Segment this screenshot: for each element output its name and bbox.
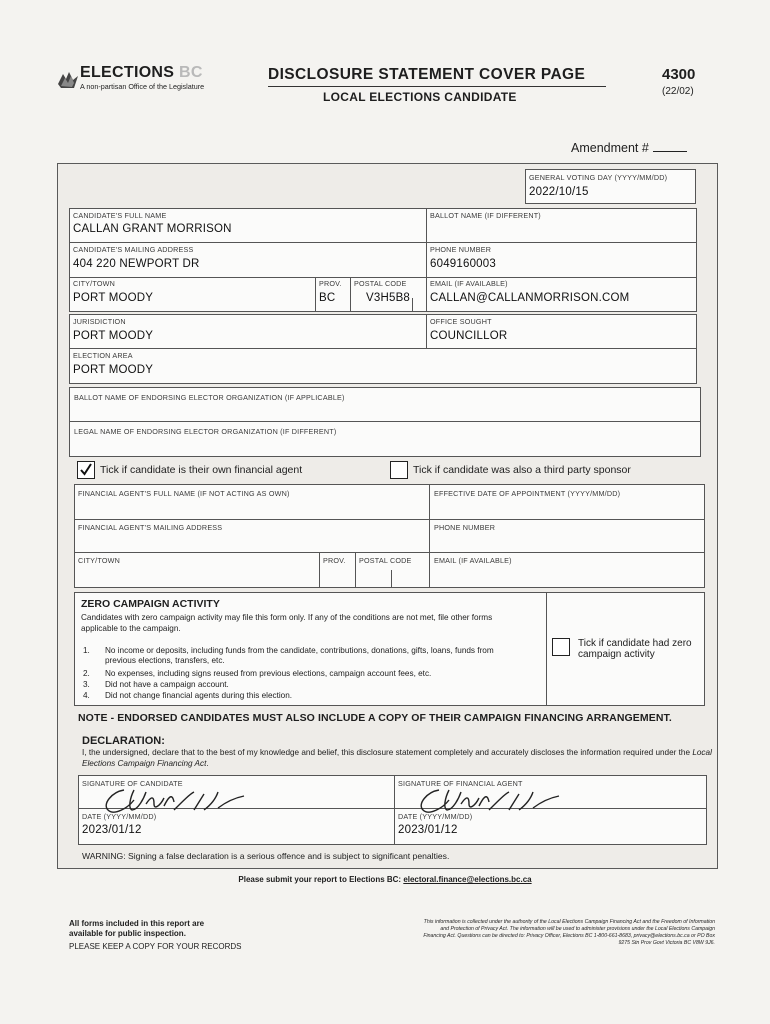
agent-phone-label: PHONE NUMBER (434, 523, 496, 532)
list-item: 3. Did not have a campaign account. (83, 680, 229, 689)
candidate-date-label: DATE (YYYY/MM/DD) (82, 812, 157, 821)
list-item: 2. No expenses, including signs reused from previous elections, campaign account fees, etc. (83, 669, 432, 678)
warning-text: WARNING: Signing a false declaration is a serious offence and is subject to significant penalties. (82, 851, 450, 861)
candidate-signature-label: SIGNATURE OF CANDIDATE (82, 779, 183, 788)
agent-date-label: DATE (YYYY/MM/DD) (398, 812, 473, 821)
footer-left: All forms included in this report are available for public inspection. PLEASE KEEP A COPY FOR YOUR RECORDS (69, 919, 242, 951)
candidate-address-value[interactable]: 404 220 NEWPORT DR (73, 258, 200, 270)
office-sought-label: OFFICE SOUGHT (430, 317, 492, 326)
candidate-email-value[interactable]: CALLAN@CALLANMORRISON.COM (430, 292, 630, 304)
checkmark-icon (78, 462, 94, 478)
submit-email-link[interactable]: electoral.finance@elections.bc.ca (403, 875, 532, 884)
amendment-field[interactable] (571, 141, 687, 155)
agent-email-label: EMAIL (IF AVAILABLE) (434, 556, 512, 565)
agent-address-label: FINANCIAL AGENT'S MAILING ADDRESS (78, 523, 223, 532)
zero-activity-tick-label: Tick if candidate had zero campaign activity (578, 638, 692, 660)
candidate-name-label: CANDIDATE'S FULL NAME (73, 211, 167, 220)
endorsing-ballot-name-label: BALLOT NAME OF ENDORSING ELECTOR ORGANIZATION (IF APPLICABLE) (74, 393, 345, 402)
candidate-phone-label: PHONE NUMBER (430, 245, 492, 254)
third-party-label: Tick if candidate was also a third party sponsor (413, 464, 631, 476)
third-party-checkbox[interactable] (390, 461, 408, 479)
jurisdiction-section (69, 314, 697, 384)
zero-activity-tick-box (546, 592, 705, 706)
list-item: 1. No income or deposits, including funds from the candidate, contributions, donations, gifts, loans, funds from previous elections, transfers, etc. (83, 646, 494, 665)
election-area-value[interactable]: PORT MOODY (73, 364, 154, 376)
agent-date-value[interactable]: 2023/01/12 (398, 824, 458, 836)
voting-day-label: GENERAL VOTING DAY (YYYY/MM/DD) (529, 173, 668, 182)
candidate-postal-value[interactable]: V3H5B8 (366, 292, 411, 304)
elections-bc-logo-icon (57, 70, 79, 90)
agent-appointment-label: EFFECTIVE DATE OF APPOINTMENT (YYYY/MM/DD) (434, 489, 621, 498)
declaration-heading: DECLARATION: (82, 735, 165, 747)
signature-section (78, 775, 707, 845)
agent-name-label: FINANCIAL AGENT'S FULL NAME (IF NOT ACTING AS OWN) (78, 489, 290, 498)
form-subtitle: LOCAL ELECTIONS CANDIDATE (323, 90, 517, 104)
candidate-city-value[interactable]: PORT MOODY (73, 292, 154, 304)
zero-activity-title: ZERO CAMPAIGN ACTIVITY (81, 598, 220, 610)
office-sought-value[interactable]: COUNCILLOR (430, 330, 508, 342)
form-version: (22/02) (662, 86, 694, 97)
candidate-postal-label: POSTAL CODE (354, 279, 407, 288)
form-title: DISCLOSURE STATEMENT COVER PAGE (268, 66, 586, 83)
voting-day-value: 2022/10/15 (529, 186, 589, 198)
own-agent-checkbox[interactable] (77, 461, 95, 479)
org-tagline: A non-partisan Office of the Legislature (80, 82, 205, 91)
candidate-section (69, 208, 697, 312)
ballot-name-label: BALLOT NAME (IF DIFFERENT) (430, 211, 541, 220)
endorsing-legal-name-field[interactable] (69, 421, 701, 457)
agent-postal-label: POSTAL CODE (359, 556, 412, 565)
own-agent-label: Tick if candidate is their own financial agent (100, 464, 303, 476)
endorsing-legal-name-label: LEGAL NAME OF ENDORSING ELECTOR ORGANIZATION (IF DIFFERENT) (74, 427, 337, 436)
candidate-city-label: CITY/TOWN (73, 279, 115, 288)
zero-activity-section (74, 592, 548, 706)
jurisdiction-value[interactable]: PORT MOODY (73, 330, 154, 342)
agent-signature-label: SIGNATURE OF FINANCIAL AGENT (398, 779, 523, 788)
voting-day-field[interactable] (525, 169, 696, 204)
jurisdiction-label: JURISDICTION (73, 317, 126, 326)
org-name: ELECTIONS BC (80, 64, 203, 81)
amendment-blank[interactable] (653, 141, 687, 152)
amendment-label: Amendment # (571, 141, 649, 155)
candidate-email-label: EMAIL (IF AVAILABLE) (430, 279, 508, 288)
candidate-address-label: CANDIDATE'S MAILING ADDRESS (73, 245, 194, 254)
agent-prov-label: PROV. (323, 556, 346, 565)
candidate-name-value[interactable]: CALLAN GRANT MORRISON (73, 223, 232, 235)
zero-activity-intro: Candidates with zero campaign activity may file this form only. If any of the conditions are not met, file other forms applicable to the campaign. (81, 613, 493, 633)
candidate-prov-value[interactable]: BC (319, 292, 336, 304)
list-item: 4. Did not change financial agents during this election. (83, 691, 293, 700)
privacy-notice: This information is collected under the authority of the Local Elections Campaign Financing Act and the Freedom of Information and Protection of Privacy Act. The information will be used to administer provisions under the Local Elections Campaign Financing Act. Questions can be directed to: Privacy Officer, Elections BC 1-800-661-8683, privacy@elections.bc.ca or PO Box 9275 Stn Prov Govt Victoria BC V8W 9J6. (423, 919, 715, 946)
form-number: 4300 (662, 66, 696, 83)
agent-city-label: CITY/TOWN (78, 556, 120, 565)
candidate-date-value[interactable]: 2023/01/12 (82, 824, 142, 836)
title-rule (268, 86, 606, 87)
endorsed-note: NOTE - ENDORSED CANDIDATES MUST ALSO INCLUDE A COPY OF THEIR CAMPAIGN FINANCING ARRANGEMENT. (78, 712, 672, 724)
candidate-phone-value[interactable]: 6049160003 (430, 258, 496, 270)
election-area-label: ELECTION AREA (73, 351, 133, 360)
submit-instructions: Please submit your report to Elections BC: electoral.finance@elections.bc.ca (238, 875, 532, 884)
candidate-prov-label: PROV. (319, 279, 342, 288)
declaration-text: I, the undersigned, declare that to the best of my knowledge and belief, this disclosure statement completely and accurately discloses the information required under the Local Elections Campaign Financing Act. (82, 748, 712, 768)
zero-activity-checkbox[interactable] (552, 638, 570, 656)
financial-agent-section (74, 484, 705, 588)
endorsing-ballot-name-field[interactable] (69, 387, 701, 423)
